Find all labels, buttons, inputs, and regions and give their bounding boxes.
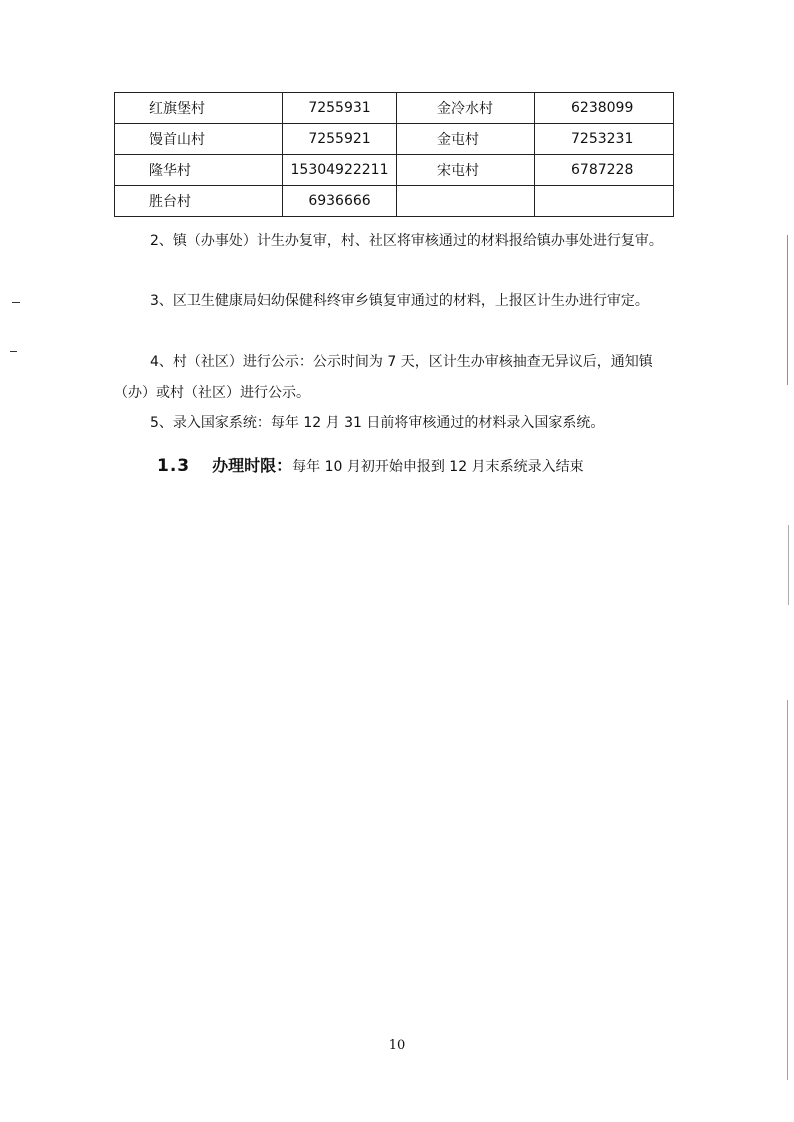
section-label: 办理时限： — [212, 456, 293, 475]
table-row — [115, 93, 674, 124]
village-name-cell: 金屯村 — [397, 124, 535, 155]
scan-artifact — [788, 525, 789, 605]
section-1-3-heading — [157, 452, 584, 481]
page-number: 10 — [388, 1038, 406, 1053]
village-name-cell: 金冷水村 — [397, 93, 535, 124]
section-text: 每年 10 月初开始申报到 12 月末系统录入结束 — [292, 459, 584, 475]
phone-cell: 7255921 — [283, 124, 397, 155]
scan-artifact — [787, 235, 788, 385]
step-4-paragraph: 4、村（社区）进行公示：公示时间为 7 天，区计生办审核抽查无异议后，通知镇（办）或村（社区）进行公示。 — [114, 354, 653, 401]
scan-artifact — [787, 700, 788, 1080]
scan-artifact — [10, 351, 17, 352]
section-number: 1.3 — [157, 456, 191, 476]
village-name-cell — [397, 186, 535, 217]
step-5-paragraph: 5、录入国家系统：每年 12 月 31 日前将审核通过的材料录入国家系统。 — [150, 415, 605, 431]
phone-cell: 6787228 — [535, 155, 674, 186]
village-name-cell: 红旗堡村 — [115, 93, 283, 124]
table-row — [115, 155, 674, 186]
table-row — [115, 124, 674, 155]
scan-artifact — [12, 302, 20, 303]
village-name-cell: 胜台村 — [115, 186, 283, 217]
step-2-paragraph: 2、镇（办事处）计生办复审，村、社区将审核通过的材料报给镇办事处进行复审。 — [150, 233, 663, 249]
phone-cell: 15304922211 — [283, 155, 397, 186]
phone-cell: 6936666 — [283, 186, 397, 217]
phone-cell: 7253231 — [535, 124, 674, 155]
village-name-cell: 宋屯村 — [397, 155, 535, 186]
table-row — [115, 186, 674, 217]
village-contact-table — [114, 92, 674, 217]
phone-cell: 6238099 — [535, 93, 674, 124]
step-3-paragraph: 3、区卫生健康局妇幼保健科终审乡镇复审通过的材料，上报区计生办进行审定。 — [150, 293, 649, 309]
phone-cell — [535, 186, 674, 217]
phone-cell: 7255931 — [283, 93, 397, 124]
village-name-cell: 馒首山村 — [115, 124, 283, 155]
village-name-cell: 隆华村 — [115, 155, 283, 186]
